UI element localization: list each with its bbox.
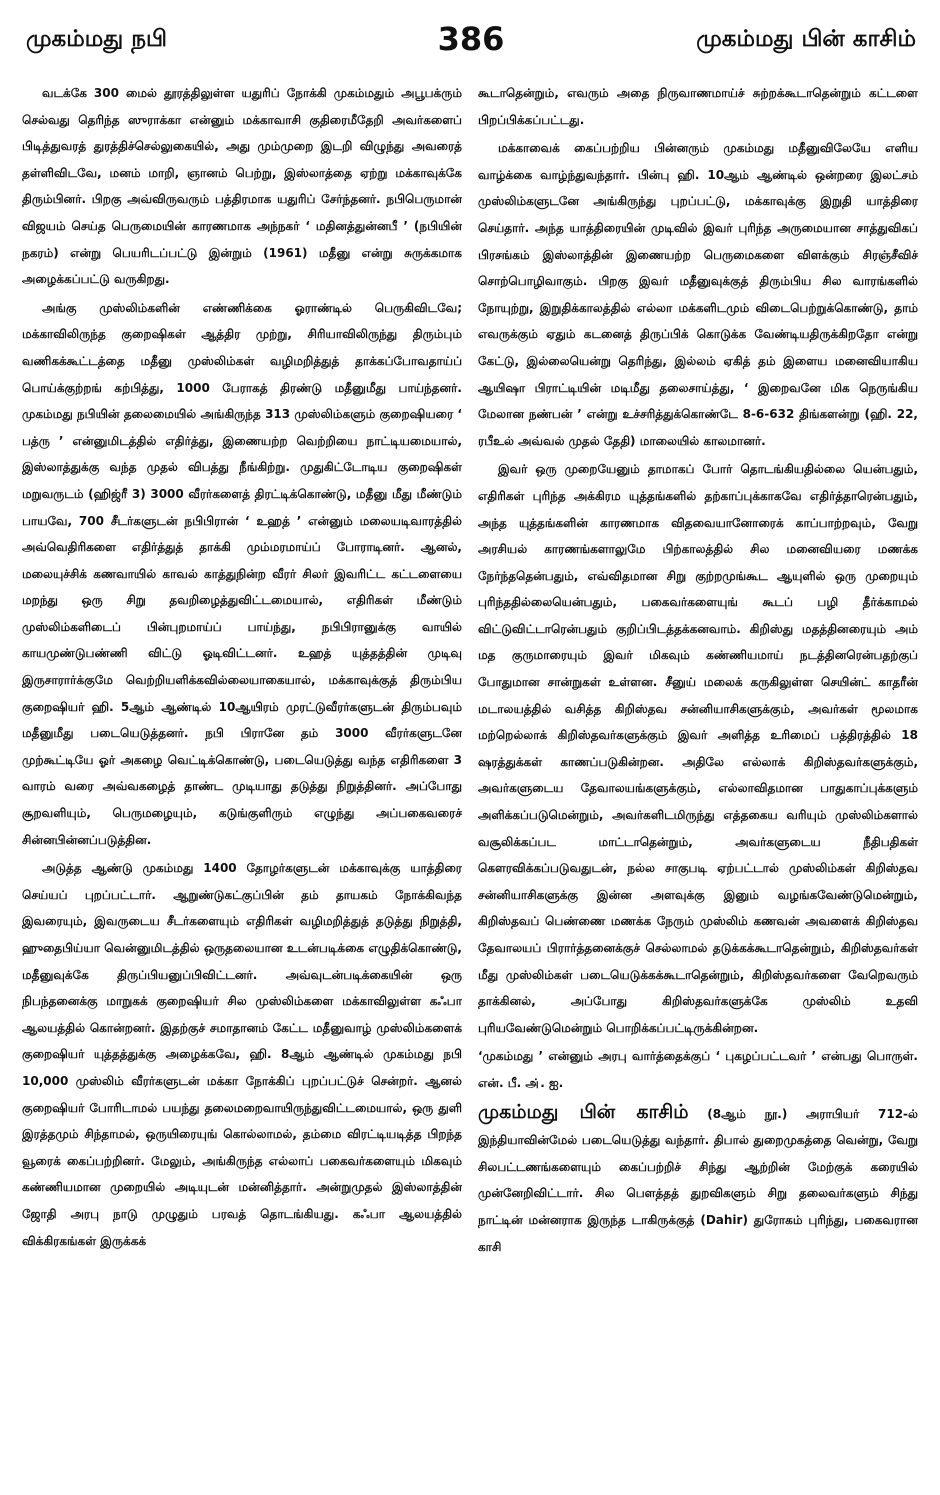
- left-running-title: முகம்மது நபி: [26, 26, 167, 52]
- page-header: [26, 20, 916, 64]
- page-number: 386: [437, 20, 505, 58]
- paragraph-character: இவர் ஒரு முறையேனும் தாமாகப் போர் தொடங்கியதில்லை யென்பதும், எதிரிகள் புரிந்த அக்கிரம யுத்தங்களில் தற்காப்புக்காகவே எதிர்த்தாரென்பதும், அந்த யுத்தங்களின் காரணமாக விதவையானோரைக் காப்பாற்றவும், வேறு அரசியல் காரணங்களாலுமே பிற்காலத்தில் சில மனைவியரை மணக்க நேர்ந்ததென்பதும், எவ்விதமான சிறு குற்றமுங்கூட ஆயுளில் ஒரு முறையும் புரிந்ததில்லையென்பதும், பகைவர்களையுங் கூடப் பழி தீர்க்காமல் விட்டுவிட்டாரென்பதும் குறிப்பிடத்தக்கனவாம். கிறிஸ்து மதத்தினரையும் அம் மத குருமாரையும் இவர் மிகவும் கண்ணியமாய் நடத்தினரென்பதற்குப் போதுமான சான்றுகள் உள்ளன. சீனுய் மலைக் கருகிலுள்ள செயின்ட் காதரீன் மடாலயத்தில் வசித்த கிறிஸ்தவ சன்னியாசிகளுக்கும், அவர்கள் மூலமாக மற்றெல்லாக் கிறிஸ்தவர்களுக்கும் இவர் அளித்த உரிமைப் பத்திரத்தில் 18 ஷரத்துக்கள் காணப்படுகின்றன. அதிலே எல்லாக் கிறிஸ்தவர்களுக்கும், அவர்களுடைய தேவாலயங்களுக்கும், எல்லாவிதமான பாதுகாப்புக்களும் அளிக்கப்படுமென்றும், அவர்களிடமிருந்து எத்தகைய வரியும் முஸ்லிம்களால் வசூலிக்கப்பட மாட்டாதென்றும், அவர்களுடைய நீதிபதிகள் கௌரவிக்கப்படுவதுடன், நல்ல சாகுபடி ஏற்பட்டால் முஸ்லிம்கள் கிறிஸ்தவ சன்னியாசிகளுக்கு இன்ன அளவுக்கு இனும் வழங்கவேண்டுமென்றும், கிறிஸ்தவப் பெண்ணை மணக்க நேரும் முஸ்லிம் கணவன் அவளைக் கிறிஸ்தவ தேவாலயப் பிரார்த்தனைக்குச் செல்லாமல் தடுக்கக்கூடாதென்றும், கிறிஸ்தவர்கள் மீது முஸ்லிம்கள் படையெடுக்கக்கூடாதென்றும், கிறிஸ்தவர்களை வேறெவரும் தாக்கினல், அப்போது கிறிஸ்தவர்களுக்கே முஸ்லிம் உதவி புரியவேண்டுமென்றும் பொறிக்கப்பட்டிருக்கின்றன.: [478, 462, 918, 1035]
- left-column: [22, 80, 462, 1475]
- paragraph-continuation: கூடாதென்றும், எவரும் அதை நிருவாணமாய்ச் சுற்றக்கூடாதென்றும் கட்டளை பிறப்பிக்கப்பட்டது.: [478, 86, 918, 127]
- right-running-title: முகம்மது பின் காசிம்: [696, 26, 916, 52]
- paragraph-battles: அங்கு முஸ்லிம்களின் எண்ணிக்கை ஓராண்டில் பெருகிவிடவே; மக்காவிலிருந்த குறைஷிகள் ஆத்திர முற்று, சிரியாவிலிருந்து திரும்பும் வணிகக்கூட்டத்தை மதீனு முஸ்லிம்கள் வழிமறித்துத் தாக்கப்போவதாய்ப் பொய்க்குற்றங் கற்பித்து, 1000 பேராகத் திரண்டு மதீனுமீது பாய்ந்தனர். முகம்மது நபியின் தலைமையில் அங்கிருந்த 313 முஸ்லிம்களும் குறைஷியரை ‘ பத்ரு ’ என்னுமிடத்தில் எதிர்த்து, இணையற்ற வெற்றியை நாட்டியமையால், இஸ்லாத்துக்கு வந்த முதல் விபத்து நீங்கிற்று. முதுகிட்டோடிய குறைஷிகள் மறுவருடம் (ஹிஜ்ரீ 3) 3000 வீரர்களைத் திரட்டிக்கொண்டு, மதீனு மீது மீண்டும் பாயவே, 700 சீடர்களுடன் நபிபிரான் ‘ உஹத் ’ என்னும் மலையடிவாரத்தில் அவ்வெதிரிகளை எதிர்த்துத் தாக்கி மும்மரமாய்ப் போராடினர். ஆனல், மலையுச்சிக் கணவாயில் காவல் காத்துநின்ற வீரர் சிலர் இவரிட்ட கட்டளையை மறந்து ஒரு சிறு தவறிழைத்துவிட்டமையால், எதிரிகள் மீண்டும் முஸ்லிம்களிடைப் பின்புறமாய்ப் பாய்ந்து, நபிபிரானுக்கு வாயில் காயமுண்டுபண்ணி விட்டு ஓடிவிட்டனர். உஹத் யுத்தத்தின் முடிவு இருசாரார்க்குமே வெற்றியளிக்கவில்லையாகையால், மக்காவுக்குத் திரும்பிய குறைஷியர் ஹி. 5ஆம் ஆண்டில் 10ஆயிரம் முரட்டுவீரர்களுடன் திரும்பவும் மதீனுமீது படையெடுத்தனர். நபி பிரானே தம் 3000 வீரர்களுடனே முற்கூட்டியே ஓர் அகழை வெட்டிக்கொண்டு, படையெடுத்து வந்த எதிரிகளை 3 வாரம் வரை அவ்வகழைத் தாண்ட முடியாது தடுத்து நிறுத்தினர். அப்போது சூறவளியும், பெருமழையும், கடுங்குளிரும் எழுந்து அப்பகைவரைச் சின்னபின்னப்படுத்தின.: [22, 300, 462, 847]
- entry-text: (8ஆம் நூ.) அராபியர் 712-ல் இந்தியாவின்மேல் படையெடுத்து வந்தார். திபால் துறைமுகத்தை வென்று, வேறு சிலபட்டணங்களையும் கைப்பற்றிச் சிந்து ஆற்றின் மேற்குக் கரையில் முன்னேறிவிட்டார். சில பௌத்தத் துறவிகளும் சிறு தலைவர்களும் சிந்து நாட்டின் மன்னராக இருந்த டாகிருக்குத் (Dahir) துரோகம் புரிந்து, பகைவரான காசி: [478, 1106, 918, 1254]
- paragraph-mecca-conquest: அடுத்த ஆண்டு முகம்மது 1400 தோழர்களுடன் மக்காவுக்கு யாத்திரை செய்யப் புறப்பட்டார். ஆறுண்டுகட்குப்பின் தம் தாயகம் நோக்கிவந்த இவரையும், இவருடைய சீடர்களையும் எதிரிகள் வழிமறித்துத் தடுத்து நிறுத்தி, ஹுதைபிய்யா வென்னுமிடத்தில் ஒருதலையான உடன்படிக்கை எழுதிக்கொண்டு, மதீனுவுக்கே திருப்பியனுப்பிவிட்டனர். அவ்வுடன்படிக்கையின் ஒரு நிபந்தனைக்கு மாறுகக் குறைஷியர் சில முஸ்லிம்களை மக்காவிலுள்ள கஃபா ஆலயத்தில் கொன்றனர். இதற்குச் சமாதானம் கேட்ட மதீனுவாழ் முஸ்லிம்களைக் குறைஷியர் யுத்தத்துக்கு அழைக்கவே, ஹி. 8ஆம் ஆண்டில் முகம்மது நபி 10,000 முஸ்லிம் வீரர்களுடன் மக்கா நோக்கிப் புறப்பட்டுச் சென்றர். ஆனல் குறைஷியர் போரிடாமல் பயந்து தலைமறைவாயிருந்துவிட்டமையால், ஒரு துளி இரத்தமும் சிந்தாமல், ஒருயிரையுங் கொல்லாமல், தம்மை விரட்டியடித்த பிறந்த வூரைக் கைப்பற்றினர். மேலும், அங்கிருந்த எல்லாப் பகைவர்களையும் மிகவும் கண்ணியமான முறையில் அடியுடன் மன்னித்தார். அன்றுமுதல் இஸ்லாத்தின் ஜோதி அரபு நாடு முழுதும் பரவத் தொடங்கியது. கஃபா ஆலயத்தில் விக்கிரகங்கள் இருக்கக்: [22, 861, 462, 1248]
- entry-muhammad-bin-qasim: [478, 1099, 918, 1261]
- entry-title: முகம்மது பின் காசிம்: [478, 1100, 689, 1123]
- paragraph-meaning-signature: ‘முகம்மது ’ என்னும் அரபு வார்த்தைக்குப் ‘ புகழப்பட்டவர் ’ என்பது பொருள். என். பீ. அ். ஐ.: [478, 1049, 918, 1090]
- right-column: [478, 80, 918, 1475]
- paragraph-hijra: வடக்கே 300 மைல் தூரத்திலுள்ள யதுரிப் நோக்கி முகம்மதும் அபூபக்ரும் செல்வது தெரிந்த ஸுராக்கா என்னும் மக்காவாசி குதிரைமீதேறி அவர்களைப் பிடித்துவரத் துரத்திச்செல்லுகையில், அது மும்முறை இடறி விழுந்து அவரைத் தள்ளிவிடவே, மனம் மாறி, ஞானம் பெற்று, இஸ்லாத்தை ஏற்று மக்காவுக்கே திரும்பினர். பிறகு அவ்விருவரும் பத்திரமாக யதுரிப் சேர்ந்தனர். நபிபெருமான் விஜயம் செய்த பெருமையின் காரணமாக அந்நகர் ‘ மதினத்துன்னபீ ’ (நபியின் நகரம்) என்று பெயரிடப்பட்டு இன்றும் (1961) மதீனு என்று சுருக்கமாக அழைக்கப்பட்டு வருகிறது.: [22, 86, 462, 287]
- paragraph-final-years: மக்காவைக் கைப்பற்றிய பின்னரும் முகம்மது மதீனுவிலேயே எளிய வாழ்க்கை வாழ்ந்துவந்தார். பின்பு ஹி. 10ஆம் ஆண்டில் ஒன்றரை இலட்சம் முஸ்லிம்களுடனே அங்கிருந்து புறப்பட்டு, மக்காவுக்கு இறுதி யாத்திரை செய்தார். அந்த யாத்திரையின் முடிவில் இவர் புரிந்த அருமையான சாத்துவிகப் பிரசங்கம் இஸ்லாத்தின் இணையற்ற பெருமைகளை விளக்கும் சிரஞ்சீவிச் சொற்பொழிவாகும். பிறகு இவர் மதீனுவுக்குத் திரும்பிய சில வாரங்களில் நோயுற்று, இறுதிக்காலத்தில் எல்லா மக்களிடமும் விடைபெற்றுக்கொண்டு, தாம் எவருக்கும் ஏதும் கடனைத் திருப்பிக் கொடுக்க வேண்டியதிருக்கிறதோ என்று கேட்டு, இல்லையென்று தெரிந்து, இல்லம் ஏகித் தம் இளைய மனைவியாகிய ஆயிஷா பிராட்டியின் மடிமீது தலைசாய்த்து, ‘ இறைவனே மிக நெருங்கிய மேலான நண்பன் ’ என்று உச்சரித்துக்கொண்டே 8-6-632 திங்களன்று (ஹி. 22, ரபீஉல் அவ்வல் முதல் தேதி) மாலையில் காலமானர்.: [478, 141, 918, 448]
